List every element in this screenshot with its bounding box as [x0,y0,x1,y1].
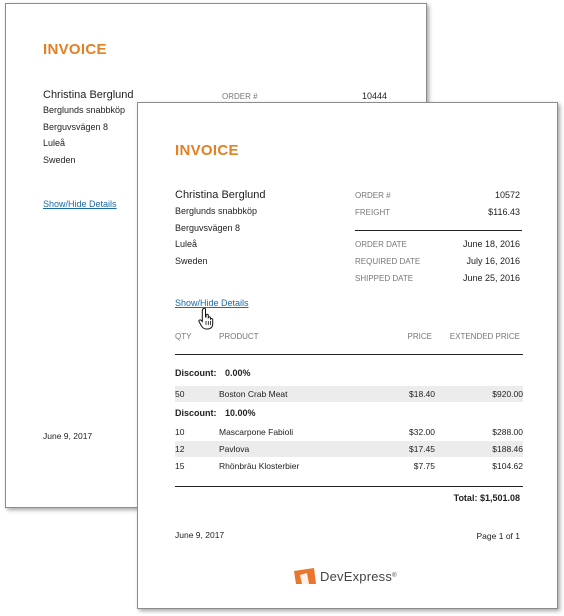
shipped-date-value: June 25, 2016 [462,273,520,283]
row-extended-price: $920.00 [492,389,523,399]
invoice-title: INVOICE [175,142,239,159]
table-row [175,424,523,440]
customer-name: Christina Berglund [175,189,266,201]
required-date-value: July 16, 2016 [466,256,520,266]
invoice-total [454,493,520,503]
required-date-label: REQUIRED DATE [355,257,421,266]
row-extended-price: $104.62 [492,461,523,471]
customer-address [43,102,125,168]
address-line: Luleå [43,138,66,148]
order-date-label: ORDER DATE [355,240,407,249]
table-row [175,458,523,474]
table-row [175,441,523,457]
address-line: Sweden [175,255,208,266]
row-product: Boston Crab Meat [219,389,288,399]
table-row [175,386,523,402]
devexpress-logo [294,568,397,584]
report-date: June 9, 2017 [175,530,225,540]
address-line: Berguvsvägen 8 [175,222,241,233]
logo-registered-mark: ® [392,573,397,579]
order-date-value: June 18, 2016 [462,239,520,249]
column-header-product: PRODUCT [219,332,259,341]
discount-value: 10.00% [225,408,256,418]
logo-text: DevExpress [320,568,393,584]
address-line: Luleå [175,239,198,249]
header-divider [355,230,522,231]
column-header-price: PRICE [407,332,432,341]
order-number-value: 10572 [494,190,520,200]
discount-label: Discount: [175,368,217,378]
row-product: Rhönbräu Klosterbier [219,461,300,471]
page-info: Page 1 of 1 [476,531,520,541]
row-price: $7.75 [413,461,435,471]
total-label: Total: [453,493,478,503]
invoice-page-front [137,102,558,609]
row-product: Pavlova [219,444,250,454]
row-price: $32.00 [409,427,435,437]
table-header-divider [175,354,523,355]
customer-address [175,203,257,269]
devexpress-logo-icon [294,568,316,584]
row-qty: 10 [175,427,185,437]
row-qty: 50 [175,389,185,399]
row-extended-price: $188.46 [492,444,523,454]
discount-group-header [175,408,256,418]
order-number-value: 10444 [361,91,387,101]
column-header-qty: QTY [175,332,192,341]
customer-name: Christina Berglund [43,89,134,101]
hand-pointer-icon [198,308,214,330]
address-line: Sweden [43,154,76,165]
total-divider [175,486,523,487]
row-qty: 15 [175,461,185,471]
order-number-label: ORDER # [222,92,258,101]
row-extended-price: $288.00 [492,427,523,437]
row-qty: 12 [175,444,185,454]
address-line: Berglunds snabbköp [175,206,258,216]
row-price: $17.45 [409,444,435,454]
row-price: $18.40 [409,389,435,399]
discount-value: 0.00% [225,368,251,378]
report-date: June 9, 2017 [43,431,93,441]
show-hide-details-link[interactable]: Show/Hide Details [175,298,249,308]
freight-value: $116.43 [488,207,520,217]
address-line: Berglunds snabbköp [43,105,126,115]
column-header-extended-price: EXTENDED PRICE [449,332,520,341]
order-number-label: ORDER # [355,191,391,200]
discount-label: Discount: [175,408,217,418]
invoice-title: INVOICE [43,41,107,58]
row-product: Mascarpone Fabioli [219,427,294,437]
address-line: Berguvsvägen 8 [43,121,109,132]
freight-label: FREIGHT [355,208,391,217]
total-value: $1,501.08 [479,493,520,503]
discount-group-header [175,368,251,378]
shipped-date-label: SHIPPED DATE [355,274,414,283]
show-hide-details-link[interactable]: Show/Hide Details [43,199,117,209]
